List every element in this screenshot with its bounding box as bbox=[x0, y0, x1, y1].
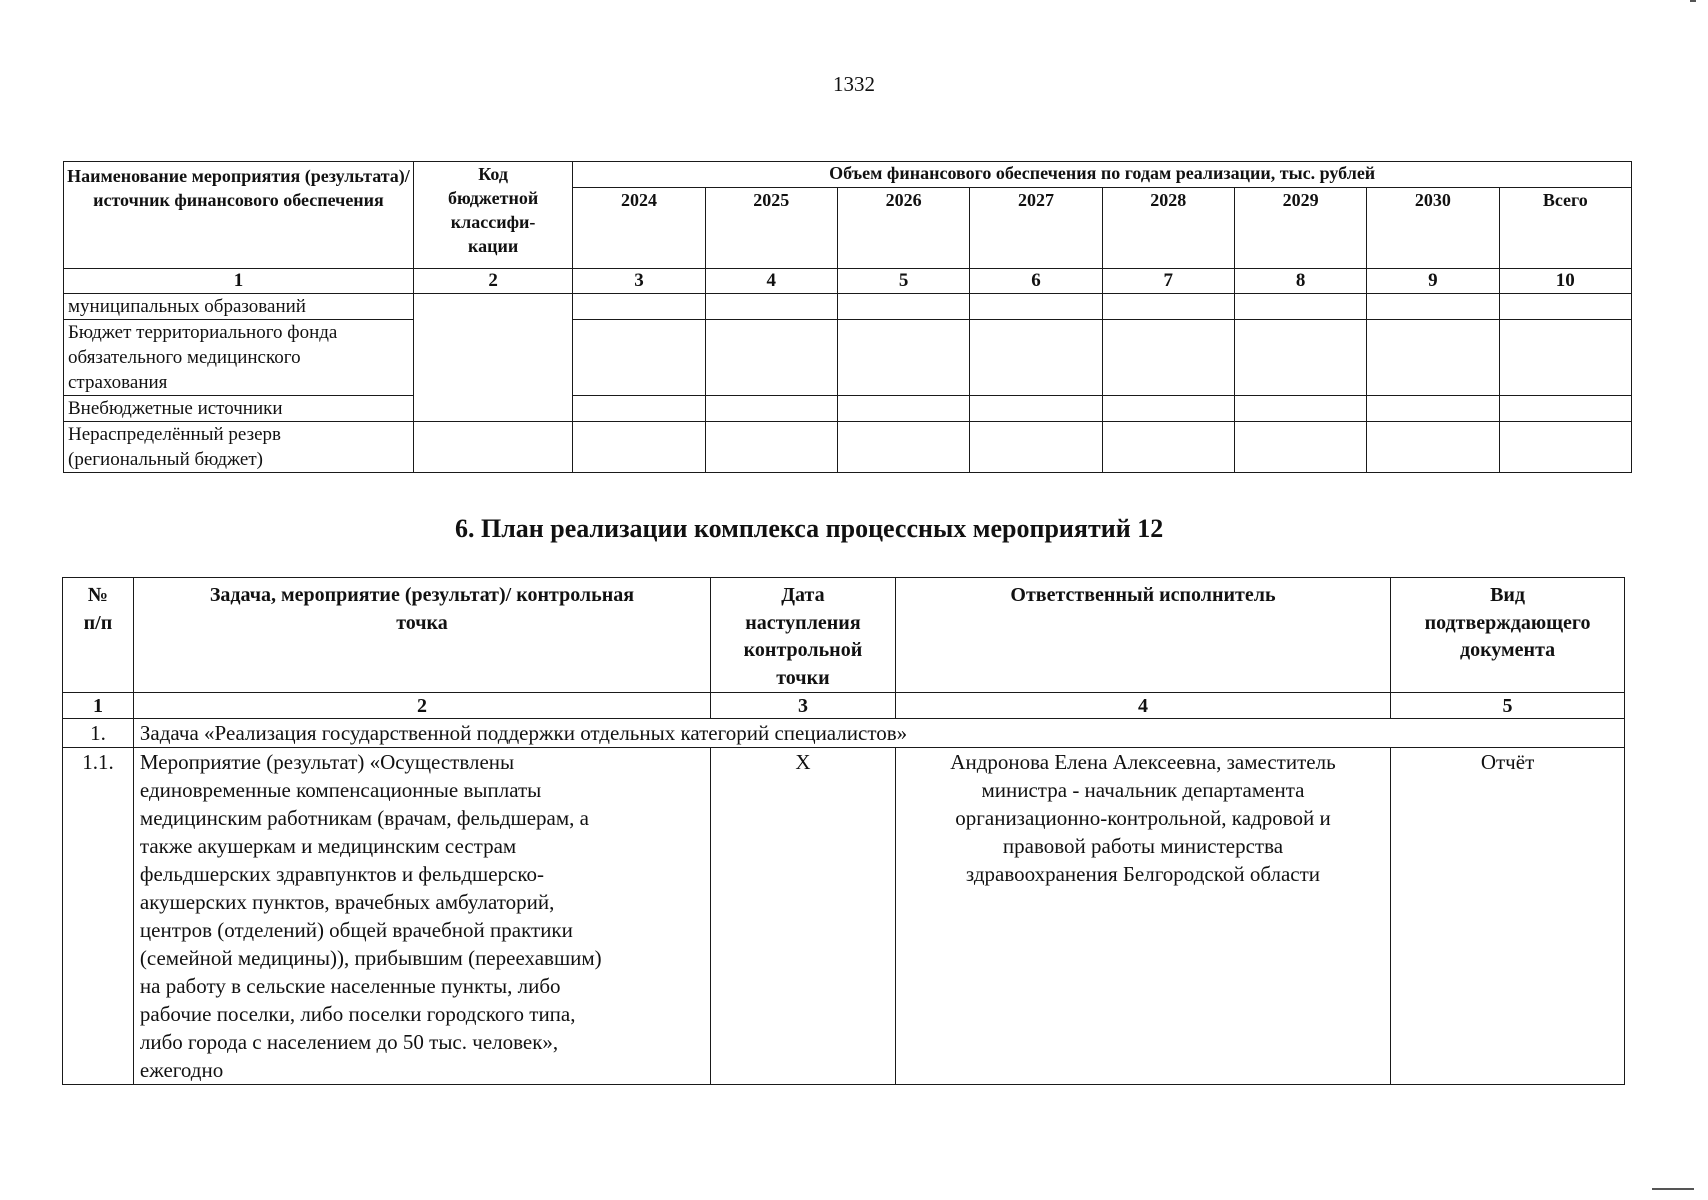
value-cell bbox=[1499, 422, 1631, 473]
header-line: наступления bbox=[745, 611, 861, 634]
financing-table bbox=[63, 161, 1632, 473]
value-cell bbox=[1367, 320, 1499, 396]
activity-number: 1.1. bbox=[63, 748, 134, 1085]
value-cell bbox=[1234, 422, 1366, 473]
budget-code-cell bbox=[413, 422, 572, 473]
column-number: 2 bbox=[133, 693, 710, 719]
task-text: Задача «Реализация государственной поддержки отдельных категорий специалистов» bbox=[133, 719, 1624, 748]
column-number-row bbox=[64, 269, 1632, 294]
header-total: Всего bbox=[1499, 188, 1631, 269]
row-label-line: страхования bbox=[68, 372, 168, 393]
column-number-row bbox=[63, 693, 1625, 719]
column-number: 4 bbox=[705, 269, 837, 294]
value-cell bbox=[837, 294, 969, 320]
header-line: контрольной bbox=[743, 639, 863, 661]
row-label-line: муниципальных образований bbox=[68, 296, 306, 317]
activity-line: единовременные компенсационные выплаты bbox=[139, 778, 542, 802]
column-number: 9 bbox=[1367, 269, 1499, 294]
value-cell bbox=[1234, 396, 1366, 422]
activity-line: либо города с населением до 50 тыс. человек», bbox=[139, 1030, 559, 1054]
activity-line: также акушеркам и медицинским сестрам bbox=[139, 834, 517, 858]
activity-line: центров (отделений) общей врачебной практики bbox=[139, 918, 573, 942]
header-row bbox=[63, 578, 1625, 693]
value-cell bbox=[705, 396, 837, 422]
activity-line: акушерских пунктов, врачебных амбулаторий, bbox=[139, 890, 555, 914]
column-number: 7 bbox=[1102, 269, 1234, 294]
value-cell bbox=[970, 320, 1102, 396]
activity-line: медицинским работникам (врачам, фельдшерам, а bbox=[139, 806, 589, 830]
responsible-person bbox=[895, 748, 1390, 1085]
column-number: 5 bbox=[837, 269, 969, 294]
row-label-line: Бюджет территориального фонда bbox=[68, 322, 338, 343]
column-number: 3 bbox=[711, 693, 896, 719]
header-code-line: кации bbox=[467, 236, 519, 256]
column-number: 8 bbox=[1234, 269, 1366, 294]
activity-line: ежегодно bbox=[139, 1058, 224, 1082]
header-year: 2030 bbox=[1367, 188, 1499, 269]
header-line: подтверждающего bbox=[1424, 611, 1591, 634]
column-number: 1 bbox=[64, 269, 414, 294]
budget-code-cell bbox=[413, 294, 572, 422]
scan-artifact bbox=[1690, 0, 1696, 2]
header-line: п/п bbox=[83, 611, 113, 634]
header-year: 2029 bbox=[1234, 188, 1366, 269]
header-year: 2026 bbox=[837, 188, 969, 269]
row-label bbox=[64, 422, 414, 473]
plan-table bbox=[62, 577, 1625, 1085]
value-cell bbox=[573, 294, 705, 320]
checkpoint-date: Х bbox=[711, 748, 896, 1085]
scan-artifact bbox=[1652, 1188, 1694, 1190]
value-cell bbox=[1499, 396, 1631, 422]
document-type: Отчёт bbox=[1391, 748, 1625, 1085]
value-cell bbox=[1367, 396, 1499, 422]
row-label-line: Внебюджетные источники bbox=[68, 398, 283, 419]
row-label bbox=[64, 396, 414, 422]
page-number: 1332 bbox=[833, 72, 875, 96]
column-number: 3 bbox=[573, 269, 705, 294]
table-row bbox=[64, 396, 1632, 422]
value-cell bbox=[573, 396, 705, 422]
activity-line: (семейной медицины)), прибывшим (переехавшим) bbox=[139, 946, 602, 970]
table-row bbox=[64, 294, 1632, 320]
value-cell bbox=[1102, 396, 1234, 422]
responsible-line: здравоохранения Белгородской области bbox=[965, 862, 1321, 886]
header-line: № bbox=[87, 584, 108, 606]
value-cell bbox=[1499, 294, 1631, 320]
value-cell bbox=[1102, 294, 1234, 320]
responsible-line: министра - начальник департамента bbox=[981, 778, 1305, 802]
column-number: 1 bbox=[63, 693, 134, 719]
activity-text bbox=[133, 748, 710, 1085]
value-cell bbox=[705, 320, 837, 396]
value-cell bbox=[573, 422, 705, 473]
activity-line: фельдшерских здравпунктов и фельдшерско- bbox=[139, 862, 544, 886]
header-responsible: Ответственный исполнитель bbox=[895, 578, 1390, 693]
column-number: 6 bbox=[970, 269, 1102, 294]
header-code-line: Код bbox=[478, 164, 508, 184]
activity-line: Мероприятие (результат) «Осуществлены bbox=[139, 750, 515, 774]
header-line: точка bbox=[396, 611, 448, 634]
header-line: точки bbox=[776, 666, 830, 689]
section-title: 6. План реализации комплекса процессных мероприятий 12 bbox=[455, 514, 1164, 543]
activity-line: на работу в сельские населенные пункты, либо bbox=[139, 974, 561, 998]
header-line: документа bbox=[1459, 639, 1556, 661]
header-number bbox=[63, 578, 134, 693]
header-year: 2024 bbox=[573, 188, 705, 269]
value-cell bbox=[837, 320, 969, 396]
column-number: 5 bbox=[1391, 693, 1625, 719]
header-activity-name: Наименование мероприятия (результата)/ источник финансового обеспечения bbox=[64, 162, 414, 269]
responsible-line: Андронова Елена Алексеевна, заместитель bbox=[950, 750, 1336, 774]
header-line: Задача, мероприятие (результат)/ контрольная bbox=[209, 584, 635, 606]
column-number: 10 bbox=[1499, 269, 1631, 294]
task-number: 1. bbox=[63, 719, 134, 748]
table-row bbox=[64, 320, 1632, 396]
header-code-line: классифи- bbox=[450, 212, 536, 232]
header-financing-volume: Объем финансового обеспечения по годам реализации, тыс. рублей bbox=[573, 162, 1632, 188]
header-document-type bbox=[1391, 578, 1625, 693]
responsible-line: правовой работы министерства bbox=[1002, 834, 1284, 858]
column-number: 4 bbox=[895, 693, 1390, 719]
header-checkpoint-date bbox=[711, 578, 896, 693]
value-cell bbox=[705, 294, 837, 320]
value-cell bbox=[573, 320, 705, 396]
value-cell bbox=[970, 422, 1102, 473]
row-label-line: обязательного медицинского bbox=[68, 347, 301, 368]
table-row bbox=[64, 422, 1632, 473]
value-cell bbox=[1367, 294, 1499, 320]
header-year: 2025 bbox=[705, 188, 837, 269]
value-cell bbox=[1234, 294, 1366, 320]
row-label-line: (региональный бюджет) bbox=[68, 449, 263, 470]
value-cell bbox=[837, 396, 969, 422]
header-line: Вид bbox=[1490, 584, 1526, 606]
activity-line: рабочие поселки, либо поселки городского типа, bbox=[139, 1002, 576, 1026]
value-cell bbox=[1234, 320, 1366, 396]
value-cell bbox=[837, 422, 969, 473]
header-line: Дата bbox=[781, 584, 825, 606]
value-cell bbox=[1102, 320, 1234, 396]
header-task bbox=[133, 578, 710, 693]
header-year: 2028 bbox=[1102, 188, 1234, 269]
value-cell bbox=[970, 396, 1102, 422]
value-cell bbox=[970, 294, 1102, 320]
row-label bbox=[64, 294, 414, 320]
header-budget-code bbox=[413, 162, 572, 269]
responsible-line: организационно-контрольной, кадровой и bbox=[955, 806, 1331, 830]
row-label-line: Нераспределённый резерв bbox=[68, 424, 281, 445]
task-row bbox=[63, 719, 1625, 748]
row-label bbox=[64, 320, 414, 396]
value-cell bbox=[1102, 422, 1234, 473]
column-number: 2 bbox=[413, 269, 572, 294]
value-cell bbox=[1499, 320, 1631, 396]
value-cell bbox=[705, 422, 837, 473]
header-year: 2027 bbox=[970, 188, 1102, 269]
value-cell bbox=[1367, 422, 1499, 473]
header-code-line: бюджетной bbox=[447, 188, 539, 208]
activity-row bbox=[63, 748, 1625, 1085]
